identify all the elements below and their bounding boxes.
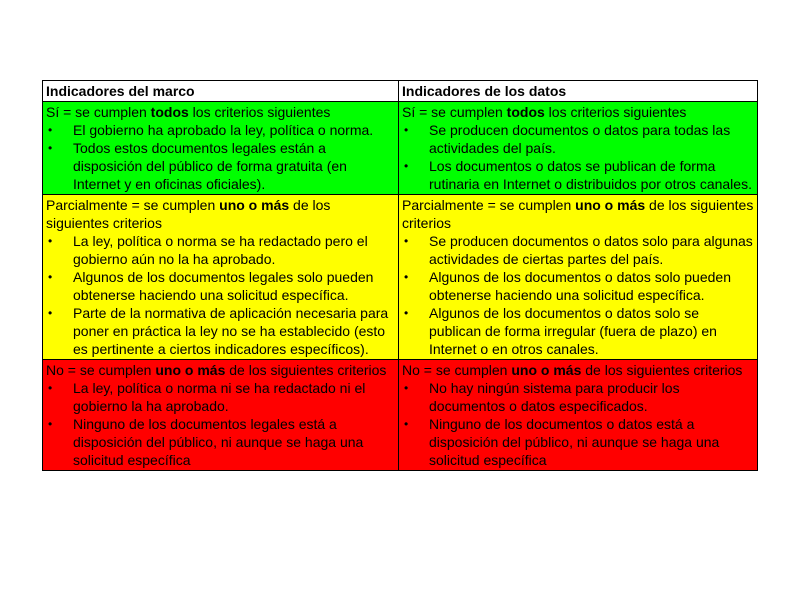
criteria-list [46,121,396,193]
criteria-list [46,379,396,469]
criteria-intro [46,196,396,232]
criteria-table [42,80,758,471]
row-parcialmente [43,195,758,360]
list-item [46,415,396,469]
bullet-icon: • [404,306,409,320]
intro-emphasis: uno o más [511,362,582,378]
intro-text: de los siguientes criterios [46,197,331,231]
bullet-icon: • [404,270,409,284]
intro-text: No = se cumplen [46,362,156,378]
intro-emphasis: todos [150,104,189,120]
intro-text: de los siguientes criterios [225,362,387,378]
intro-text: los criterios siguientes [544,104,687,120]
cell-no-data [399,360,758,471]
criteria-list [46,232,396,358]
list-item-text: Los documentos o datos se publican de forma rutinaria en Internet o distribuidos por otros canales. [429,158,752,192]
criteria-list [402,379,755,469]
bullet-icon: • [404,123,409,137]
list-item [46,304,396,358]
bullet-icon: • [404,381,409,395]
cell-parcialmente-data [399,195,758,360]
list-item-text: Ninguno de los documentos legales está a disposición del público, ni aunque se haga una solicitud específica [73,416,364,468]
list-item-text: Se producen documentos o datos para todas las actividades del país. [429,122,731,156]
intro-emphasis: todos [506,104,545,120]
intro-text: No = se cumplen [402,362,512,378]
list-item [402,232,755,268]
list-item [402,268,755,304]
bullet-icon: • [48,234,53,248]
cell-si-data [399,102,758,195]
list-item-text: Parte de la normativa de aplicación necesaria para poner en práctica la ley no se ha establecido (esto es pertinente a ciertos indicadores específicos). [73,305,389,357]
intro-text: de los siguientes criterios [581,362,743,378]
list-item-text: Algunos de los documentos o datos solo pueden obtenerse haciendo una solicitud específica. [429,269,731,303]
list-item-text: Algunos de los documentos legales solo pueden obtenerse haciendo una solicitud específica. [73,269,374,303]
bullet-icon: • [48,141,53,155]
criteria-list [402,121,755,193]
intro-text: Parcialmente = se cumplen [46,197,220,213]
intro-text: Sí = se cumplen [46,104,151,120]
list-item [46,232,396,268]
list-item [402,121,755,157]
list-item-text: No hay ningún sistema para producir los documentos o datos especificados. [429,380,680,414]
list-item [402,304,755,358]
list-item-text: El gobierno ha aprobado la ley, política o norma. [73,122,374,138]
bullet-icon: • [404,159,409,173]
list-item-text: Se producen documentos o datos solo para algunas actividades de ciertas partes del país. [429,233,753,267]
row-no [43,360,758,471]
cell-si-framework [43,102,399,195]
intro-text: Parcialmente = se cumplen [402,197,576,213]
list-item-text: La ley, política o norma se ha redactado pero el gobierno aún no la ha aprobado. [73,233,368,267]
list-item [46,121,396,139]
header-row [43,81,758,102]
row-si [43,102,758,195]
cell-parcialmente-framework [43,195,399,360]
intro-emphasis: uno o más [219,197,290,213]
intro-text: de los siguientes criterios [402,197,754,231]
header-framework-indicators: Indicadores del marco [43,81,399,102]
intro-text: los criterios siguientes [188,104,331,120]
criteria-list [402,232,755,358]
list-item [46,268,396,304]
cell-no-framework [43,360,399,471]
intro-text: Sí = se cumplen [402,104,507,120]
list-item-text: Todos estos documentos legales están a disposición del público de forma gratuita (en Internet y en oficinas oficiales). [73,140,347,192]
bullet-icon: • [48,381,53,395]
criteria-intro [46,103,396,121]
header-data-indicators: Indicadores de los datos [399,81,758,102]
bullet-icon: • [48,417,53,431]
list-item [46,379,396,415]
criteria-intro [402,103,755,121]
list-item [402,415,755,469]
list-item [402,379,755,415]
list-item-text: Algunos de los documentos o datos solo se publican de forma irregular (fuera de plazo) en Internet o en otros canales. [429,305,717,357]
list-item-text: La ley, política o norma ni se ha redactado ni el gobierno la ha aprobado. [73,380,366,414]
bullet-icon: • [48,270,53,284]
bullet-icon: • [404,417,409,431]
list-item [46,139,396,193]
criteria-intro [46,361,396,379]
intro-emphasis: uno o más [575,197,646,213]
criteria-intro [402,361,755,379]
intro-emphasis: uno o más [155,362,226,378]
bullet-icon: • [48,123,53,137]
list-item-text: Ninguno de los documentos o datos está a disposición del público, ni aunque se haga una solicitud específica [429,416,720,468]
bullet-icon: • [404,234,409,248]
criteria-intro [402,196,755,232]
bullet-icon: • [48,306,53,320]
list-item [402,157,755,193]
